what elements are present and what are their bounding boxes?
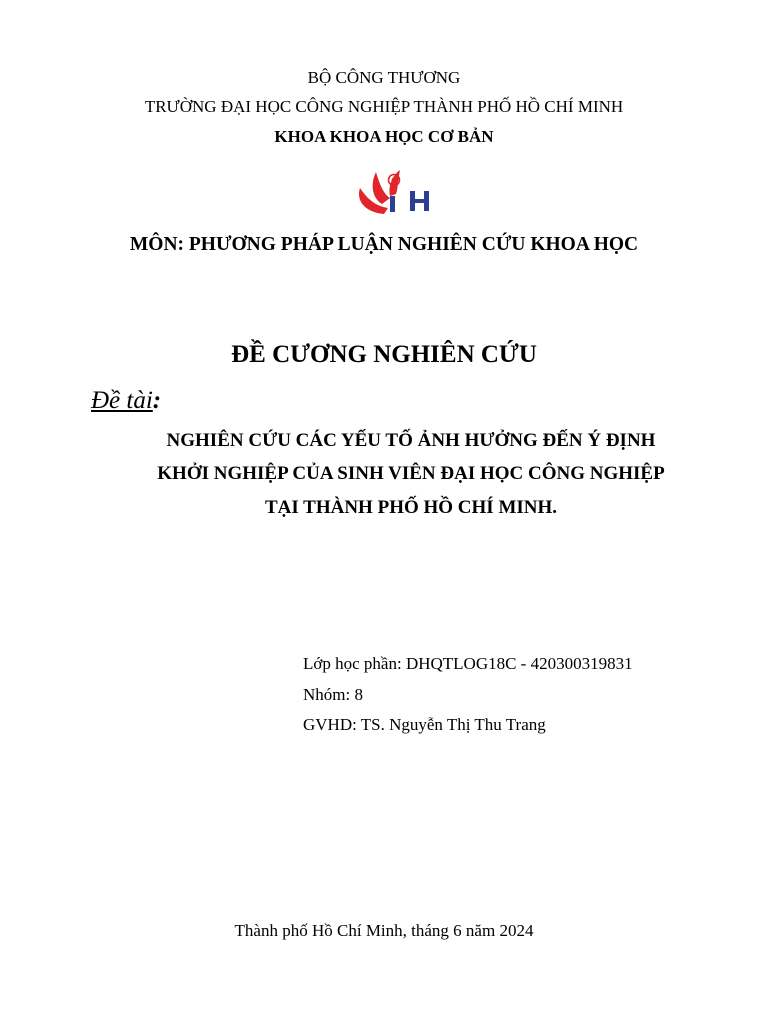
- topic-label-colon: :: [152, 387, 162, 414]
- university-logo: [354, 164, 434, 220]
- subject-title: MÔN: PHƯƠNG PHÁP LUẬN NGHIÊN CỨU KHOA HỌC: [129, 234, 639, 255]
- university-name: TRƯỜNG ĐẠI HỌC CÔNG NGHIỆP THÀNH PHỐ HỒ CHÍ MINH: [144, 97, 624, 116]
- advisor-info: GVHD: TS. Nguyễn Thị Thu Trang: [303, 715, 546, 734]
- ministry-name: BỘ CÔNG THƯƠNG: [307, 68, 461, 87]
- topic-line-3: TẠI THÀNH PHỐ HỒ CHÍ MINH.: [264, 497, 558, 518]
- topic-label: [91, 387, 161, 415]
- document-title: ĐỀ CƯƠNG NGHIÊN CỨU: [231, 341, 537, 368]
- group-info: Nhóm: 8: [303, 685, 363, 704]
- topic-line-2: KHỞI NGHIỆP CỦA SINH VIÊN ĐẠI HỌC CÔNG NGHIỆP: [157, 463, 665, 484]
- class-info: Lớp học phần: DHQTLOG18C - 420300319831: [303, 654, 633, 673]
- place-date: Thành phố Hồ Chí Minh, tháng 6 năm 2024: [234, 921, 534, 940]
- topic-line-1: NGHIÊN CỨU CÁC YẾU TỐ ẢNH HƯỞNG ĐẾN Ý ĐỊNH: [166, 430, 656, 451]
- topic-label-text: Đề tài: [91, 387, 153, 414]
- faculty-name: KHOA KHOA HỌC CƠ BẢN: [274, 127, 494, 146]
